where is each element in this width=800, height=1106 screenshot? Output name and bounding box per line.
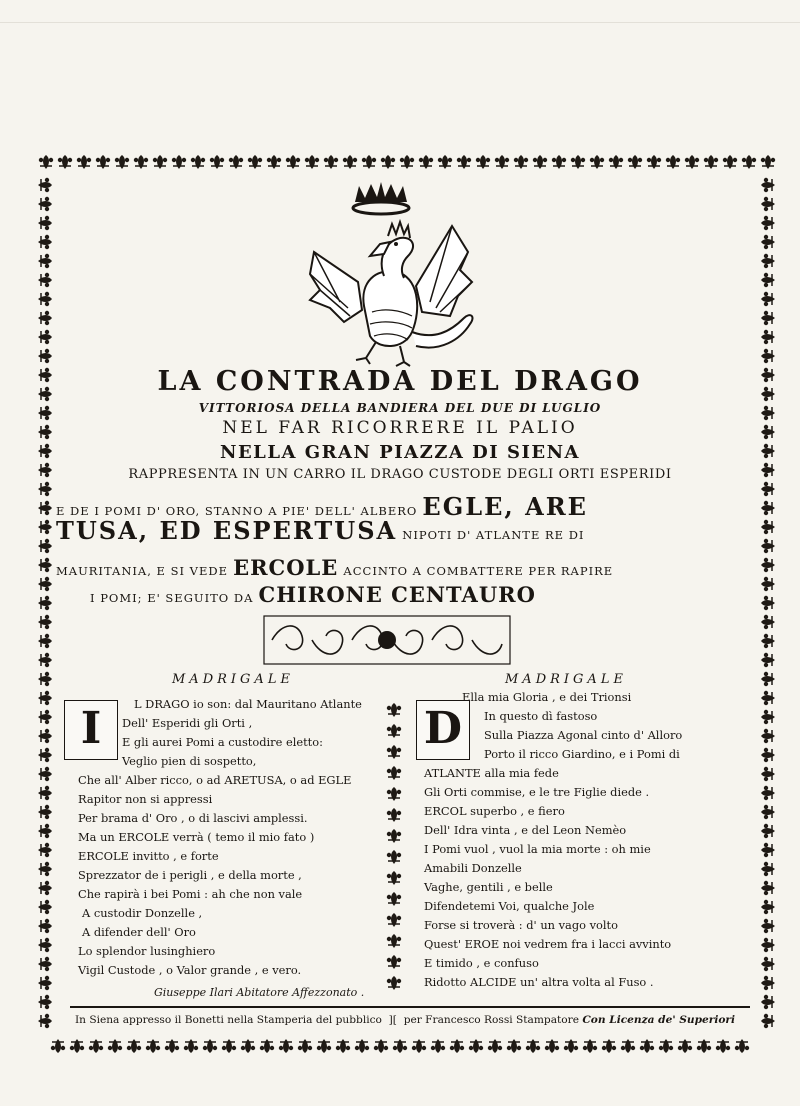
fleuron-icon (38, 197, 52, 211)
fleuron-icon (387, 724, 401, 738)
body-text: E DE I POMI D' ORO, STANNO A PIE' DELL' ALBERO (56, 504, 418, 518)
fleuron-icon (457, 155, 471, 169)
fleuron-icon (571, 155, 585, 169)
fleuron-icon (761, 805, 775, 819)
madrigal-left-heading: MADRIGALE (172, 672, 294, 687)
fleuron-icon (38, 976, 52, 990)
fleuron-icon (742, 155, 756, 169)
fleuron-icon (38, 957, 52, 971)
fleuron-icon (533, 155, 547, 169)
fleuron-icon (38, 463, 52, 477)
imprint-right: per Francesco Rossi Stampatore (403, 1014, 579, 1026)
verse-line: Vigil Custode , o Valor grande , e vero. (78, 963, 302, 977)
verse-line: ERCOLE invitto , e forte (78, 849, 219, 863)
fleuron-icon (38, 691, 52, 705)
fleuron-icon (38, 539, 52, 553)
fleuron-icon (317, 1039, 331, 1053)
fleuron-icon (38, 1014, 52, 1028)
fleuron-icon (38, 406, 52, 420)
fleuron-icon (38, 615, 52, 629)
fleuron-icon (761, 995, 775, 1009)
verse-line: Dell' Esperidi gli Orti , (122, 716, 253, 730)
fleuron-icon (761, 767, 775, 781)
fleuron-icon (761, 235, 775, 249)
fleuron-icon (761, 311, 775, 325)
fleuron-icon (761, 748, 775, 762)
fleuron-icon (38, 254, 52, 268)
fleuron-icon (507, 1039, 521, 1053)
fleuron-icon (58, 155, 72, 169)
fleuron-icon (38, 368, 52, 382)
fleuron-icon (374, 1039, 388, 1053)
fleuron-icon (38, 349, 52, 363)
fleuron-icon (286, 155, 300, 169)
imprint-left: In Siena appresso il Bonetti nella Stamperia del pubblico (74, 1014, 382, 1026)
fleuron-icon (761, 900, 775, 914)
author-signature: Giuseppe Ilari Abitatore Affezzonato . (154, 986, 365, 999)
fleuron-icon (761, 216, 775, 230)
fleuron-icon (552, 155, 566, 169)
body-emphasis: CHIRONE CENTAURO (258, 582, 536, 607)
fleuron-icon (761, 292, 775, 306)
fleuron-icon (438, 155, 452, 169)
fleuron-icon (38, 178, 52, 192)
verse-line: Quest' EROE noi vedrem fra i lacci avvinto (424, 937, 672, 951)
fleuron-icon (761, 155, 775, 169)
fleuron-icon (387, 766, 401, 780)
fleuron-icon (678, 1039, 692, 1053)
fleuron-icon (761, 957, 775, 971)
verse-line: Veglio pien di sospetto, (122, 754, 257, 768)
fleuron-icon (38, 425, 52, 439)
fleuron-icon (362, 155, 376, 169)
fleuron-icon (38, 900, 52, 914)
verse-line: E gli aurei Pomi a custodire eletto: (122, 735, 323, 749)
fleuron-icon (761, 691, 775, 705)
fleuron-icon (38, 862, 52, 876)
fleuron-icon (38, 881, 52, 895)
fleuron-icon (184, 1039, 198, 1053)
fleuron-icon (697, 1039, 711, 1053)
verse-line: A difender dell' Oro (82, 925, 196, 939)
fleuron-icon (628, 155, 642, 169)
fleuron-icon (761, 482, 775, 496)
title-piazza: NELLA GRAN PIAZZA DI SIENA (219, 442, 581, 463)
fleuron-icon (38, 558, 52, 572)
fleuron-icon (761, 634, 775, 648)
verse-line: In questo dì fastoso (484, 709, 598, 723)
fleuron-icon (469, 1039, 483, 1053)
fleuron-icon (514, 155, 528, 169)
printer-imprint (60, 1014, 750, 1026)
fleuron-icon (640, 1039, 654, 1053)
fleuron-icon (172, 155, 186, 169)
verse-line: Gli Orti commise, e le tre Figlie diede . (424, 785, 650, 799)
fleuron-icon (450, 1039, 464, 1053)
fleuron-icon (127, 1039, 141, 1053)
fleuron-icon (38, 653, 52, 667)
verse-line: ATLANTE alla mia fede (424, 766, 559, 780)
fleuron-icon (38, 501, 52, 515)
body-line-4 (90, 582, 780, 607)
fleuron-icon (387, 871, 401, 885)
verse-line: I Pomi vuol , vuol la mia morte : oh mie (424, 842, 651, 856)
fleuron-icon (761, 387, 775, 401)
fleuron-icon (38, 387, 52, 401)
fleuron-icon (38, 520, 52, 534)
fleuron-icon (134, 155, 148, 169)
fleuron-icon (704, 155, 718, 169)
fleuron-icon (761, 729, 775, 743)
drop-cap-letter: D (423, 703, 463, 754)
dragon-woodcut-icon (300, 212, 490, 372)
verse-line: E timido , e confuso (424, 956, 539, 970)
fleuron-icon (761, 330, 775, 344)
fleuron-icon (495, 155, 509, 169)
fleuron-icon (387, 892, 401, 906)
fleuron-icon (146, 1039, 160, 1053)
fleuron-icon (38, 292, 52, 306)
fleuron-icon (165, 1039, 179, 1053)
fleuron-icon (545, 1039, 559, 1053)
fleuron-icon (685, 155, 699, 169)
fleuron-icon (716, 1039, 730, 1053)
madrigal-right-heading: MADRIGALE (505, 672, 627, 687)
fleuron-icon (723, 155, 737, 169)
verse-line: Ridotto ALCIDE un' altra volta al Fuso . (424, 975, 654, 989)
fleuron-icon (387, 808, 401, 822)
verse-line: Vaghe, gentili , e belle (424, 880, 553, 894)
fleuron-icon (609, 155, 623, 169)
fleuron-icon (761, 520, 775, 534)
fleuron-icon (761, 615, 775, 629)
title-contrada: LA CONTRADA DEL DRAGO (157, 366, 643, 397)
fleuron-icon (38, 729, 52, 743)
fleuron-icon (203, 1039, 217, 1053)
drop-cap-letter: I (80, 703, 102, 754)
fleuron-icon (761, 862, 775, 876)
fleuron-icon (70, 1039, 84, 1053)
fleuron-icon (210, 155, 224, 169)
fleuron-icon (761, 558, 775, 572)
fleuron-icon (602, 1039, 616, 1053)
body-emphasis: TUSA, ED ESPERTUSA (56, 516, 398, 545)
center-fleuron-column (384, 700, 404, 990)
verse-line: Ella mia Gloria , e dei Trionsi (462, 690, 632, 704)
crown-icon (345, 180, 417, 216)
madrigal-left-verse (78, 695, 378, 980)
verse-line: Che all' Alber ricco, o ad ARETUSA, o ad EGLE (78, 773, 352, 787)
body-emphasis: EGLE, ARE (422, 492, 588, 521)
fleuron-icon (761, 254, 775, 268)
fleuron-icon (761, 444, 775, 458)
verse-line: Lo splendor lusinghiero (78, 944, 216, 958)
fleuron-icon (153, 155, 167, 169)
body-emphasis: ERCOLE (233, 555, 339, 580)
fleuron-icon (279, 1039, 293, 1053)
fleuron-icon (229, 155, 243, 169)
fleuron-icon (387, 976, 401, 990)
fleuron-icon (647, 155, 661, 169)
fleuron-icon (666, 155, 680, 169)
fleuron-icon (38, 938, 52, 952)
fleuron-icon (38, 672, 52, 686)
fleuron-icon (488, 1039, 502, 1053)
fleuron-icon (191, 155, 205, 169)
imprint-license: Con Licenza de' Superiori (582, 1014, 736, 1026)
verse-line: A custodir Donzelle , (82, 906, 203, 920)
fleuron-icon (38, 748, 52, 762)
fleuron-icon (38, 330, 52, 344)
fleuron-icon (431, 1039, 445, 1053)
verse-line: Per brama d' Oro , o di lascivi amplessi. (78, 811, 308, 825)
fleuron-icon (761, 368, 775, 382)
fleuron-icon (659, 1039, 673, 1053)
body-line-2 (56, 516, 746, 545)
verse-line: Porto il ricco Giardino, e i Pomi di (484, 747, 680, 761)
body-text: MAURITANIA, E SI VEDE (56, 564, 228, 578)
fleuron-icon (387, 934, 401, 948)
fleuron-icon (248, 155, 262, 169)
fleuron-icon (761, 1014, 775, 1028)
fleuron-icon (761, 273, 775, 287)
fleuron-icon (761, 178, 775, 192)
fleuron-icon (761, 406, 775, 420)
fleuron-icon (38, 710, 52, 724)
verse-line: Ma un ERCOLE verrà ( temo il mio fato ) (78, 830, 315, 844)
fleuron-icon (419, 155, 433, 169)
fleuron-icon (108, 1039, 122, 1053)
fleuron-icon (761, 425, 775, 439)
fleuron-icon (476, 155, 490, 169)
fleuron-icon (761, 197, 775, 211)
title-rappresenta: RAPPRESENTA IN UN CARRO IL DRAGO CUSTODE DEGLI ORTI ESPERIDI (128, 467, 672, 482)
fleuron-icon (761, 786, 775, 800)
fleuron-icon (222, 1039, 236, 1053)
fleuron-icon (38, 634, 52, 648)
fleuron-icon (564, 1039, 578, 1053)
fleuron-icon (355, 1039, 369, 1053)
fleuron-icon (38, 824, 52, 838)
fleuron-icon (38, 596, 52, 610)
verse-line: Rapitor non si appressi (78, 792, 213, 806)
fleuron-icon (38, 482, 52, 496)
body-text: NIPOTI D' ATLANTE RE DI (402, 528, 585, 542)
fleuron-icon (761, 938, 775, 952)
fleuron-icon (761, 463, 775, 477)
imprint-rule (70, 1006, 750, 1008)
verse-line: ERCOL superbo , e fiero (424, 804, 565, 818)
fleuron-icon (621, 1039, 635, 1053)
fleuron-icon (387, 913, 401, 927)
verse-line: Forse si troverà : d' un vago volto (424, 918, 618, 932)
fleuron-icon (761, 824, 775, 838)
verse-line: Amabili Donzelle (424, 861, 522, 875)
subtitle-vittoriosa: VITTORIOSA DELLA BANDIERA DEL DUE DI LUGLIO (198, 401, 602, 415)
fleuron-icon (761, 349, 775, 363)
fleuron-icon (38, 444, 52, 458)
fleuron-icon (387, 745, 401, 759)
fleuron-icon (77, 155, 91, 169)
fleuron-icon (38, 843, 52, 857)
fleuron-icon (38, 311, 52, 325)
fleuron-icon (241, 1039, 255, 1053)
fleuron-icon (387, 703, 401, 717)
fleuron-icon (38, 273, 52, 287)
fleuron-icon (381, 155, 395, 169)
fleuron-icon (393, 1039, 407, 1053)
madrigal-right-verse (424, 688, 724, 992)
fleuron-icon (387, 787, 401, 801)
fleuron-icon (96, 155, 110, 169)
fleuron-icon (267, 155, 281, 169)
fleuron-icon (761, 843, 775, 857)
fleuron-icon (298, 1039, 312, 1053)
fleuron-icon (89, 1039, 103, 1053)
fleuron-icon (343, 155, 357, 169)
title-palio: NEL FAR RICORRERE IL PALIO (222, 418, 578, 438)
fleuron-icon (400, 155, 414, 169)
fleuron-icon (387, 850, 401, 864)
fleuron-icon (583, 1039, 597, 1053)
fleuron-icon (38, 767, 52, 781)
fleuron-icon (38, 919, 52, 933)
verse-line: Difendetemi Voi, qualche Jole (424, 899, 595, 913)
fleuron-icon (761, 672, 775, 686)
fleuron-icon (526, 1039, 540, 1053)
fleuron-icon (39, 155, 53, 169)
fleuron-icon (761, 653, 775, 667)
fleuron-icon (305, 155, 319, 169)
body-text: ACCINTO A COMBATTERE PER RAPIRE (343, 564, 614, 578)
fleuron-icon (38, 216, 52, 230)
fleuron-icon (735, 1039, 749, 1053)
fleuron-icon (115, 155, 129, 169)
verse-line: Che rapirà i bei Pomi : ah che non vale (78, 887, 303, 901)
fleuron-icon (260, 1039, 274, 1053)
fleuron-icon (324, 155, 338, 169)
fleuron-icon (590, 155, 604, 169)
fleuron-icon (38, 235, 52, 249)
fleuron-icon (387, 829, 401, 843)
body-line-3 (56, 555, 746, 580)
fleuron-icon (38, 805, 52, 819)
verse-line: Dell' Idra vinta , e del Leon Nemèo (424, 823, 627, 837)
fleuron-icon (38, 995, 52, 1009)
fleuron-icon (761, 919, 775, 933)
verse-line: Sulla Piazza Agonal cinto d' Alloro (484, 728, 683, 742)
verse-line: L DRAGO io son: dal Mauritano Atlante (134, 697, 362, 711)
fleuron-icon (761, 976, 775, 990)
body-text: I POMI; E' SEGUITO DA (90, 591, 254, 605)
fleuron-icon (412, 1039, 426, 1053)
fleuron-icon (51, 1039, 65, 1053)
fleuron-icon (38, 786, 52, 800)
fleuron-icon (387, 955, 401, 969)
fleuron-icon (336, 1039, 350, 1053)
fleuron-icon (761, 881, 775, 895)
scroll-ornament-icon (262, 614, 512, 666)
fleuron-icon (761, 539, 775, 553)
fleuron-icon (38, 577, 52, 591)
fleuron-icon (761, 501, 775, 515)
imprint-separator: ][ (388, 1014, 397, 1026)
fleuron-icon (761, 710, 775, 724)
verse-line: Sprezzator de i perigli , e della morte , (78, 868, 302, 882)
